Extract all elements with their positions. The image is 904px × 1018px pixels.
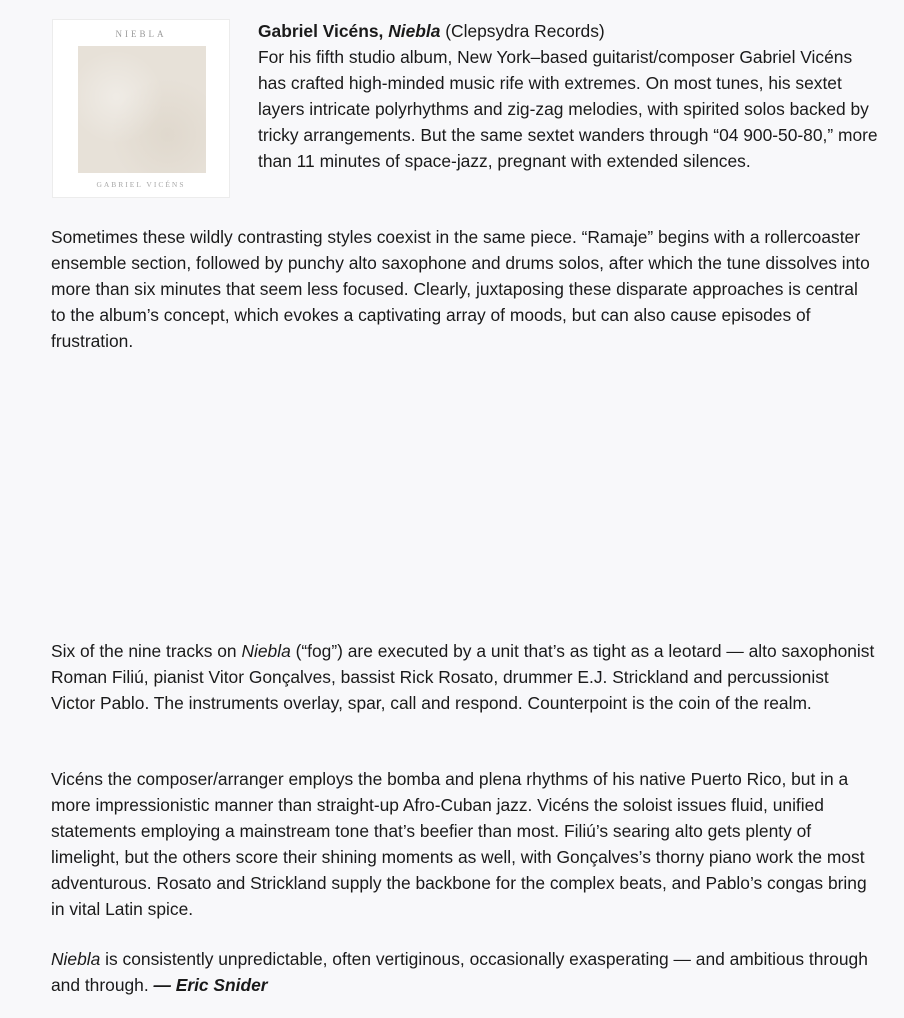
album-title-inline: Niebla [241, 641, 291, 661]
review-paragraph-4 [51, 946, 877, 998]
album-title-closing: Niebla [51, 949, 101, 969]
album-title: Niebla [388, 21, 441, 41]
cover-art-square [78, 46, 206, 173]
artist-name: Gabriel Vicéns, [258, 21, 384, 41]
cover-artist: GABRIEL VICÉNS [96, 180, 186, 189]
reviewer-byline: — Eric Snider [153, 975, 268, 995]
record-label: (Clepsydra Records) [445, 21, 605, 41]
review-intro [258, 18, 878, 174]
paragraph-2-lead: Six of the nine tracks on [51, 641, 242, 661]
paragraph-2-body: (“fog”) are executed by a unit that’s as tight as a leotard — alto saxophonist Roman Filiú, pianist Vitor Gonçalves, bassist Rick Rosato, drummer E.J. Strickland and percussionist Victor Pablo. The instruments overlay, spar, call and respond. Counterpoint is the coin of the realm. [51, 641, 875, 713]
intro-text: For his fifth studio album, New York–based guitarist/composer Gabriel Vicéns has crafted high-minded music rife with extremes. On most tunes, his sextet layers intricate polyrhythms and zig-zag melodies, with spirited solos backed by tricky arrangements. But the same sextet wanders through “04 900-50-80,” more than 11 minutes of space-jazz, pregnant with extended silences. [258, 47, 878, 171]
review-paragraph-2 [51, 638, 877, 716]
review-paragraph-1: Sometimes these wildly contrasting styles coexist in the same piece. “Ramaje” begins with a rollercoaster ensemble section, followed by punchy alto saxophone and drums solos, after which the tune dissolves into more than six minutes that seem less focused. Clearly, juxtaposing these disparate approaches is central to the album’s concept, which evokes a captivating array of moods, but can also cause episodes of frustration. [51, 227, 870, 351]
review-paragraph-3: Vicéns the composer/arranger employs the bomba and plena rhythms of his native Puerto Rico, but in a more impressionistic manner than straight-up Afro-Cuban jazz. Vicéns the soloist issues fluid, unified statements employing a mainstream tone that’s beefier than most. Filiú’s searing alto gets plenty of limelight, but the others score their shining moments as well, with Gonçalves’s thorny piano work the most adventurous. Rosato and Strickland supply the backbone for the complex beats, and Pablo’s congas bring in vital Latin spice. [51, 769, 867, 919]
paragraph-4-body: is consistently unpredictable, often vertiginous, occasionally exasperating — and ambitious through and through. [51, 949, 868, 995]
album-cover [52, 19, 230, 198]
cover-title: NIEBLA [115, 29, 167, 39]
